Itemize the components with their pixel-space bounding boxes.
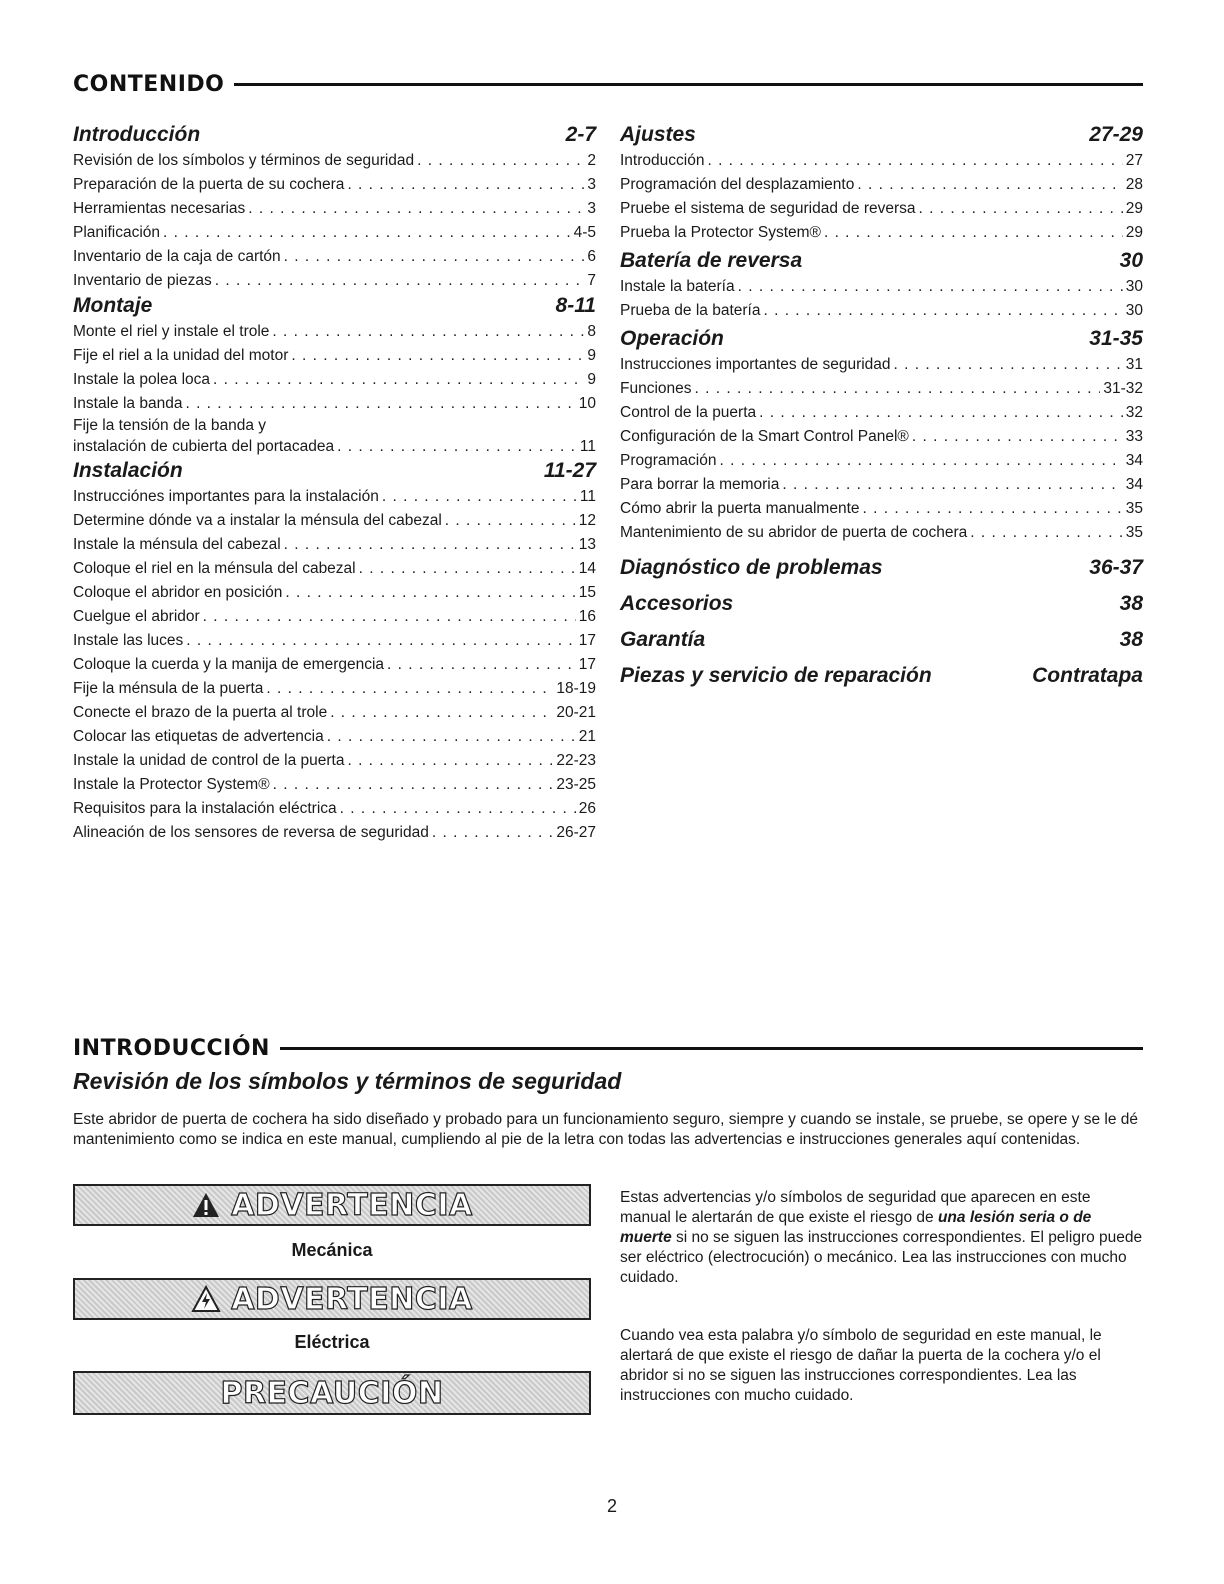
toc-entry-text: Cómo abrir la puerta manualmente: [620, 500, 860, 517]
toc-entry-page: 20-21: [556, 704, 596, 721]
toc-entry-page: 17: [578, 632, 596, 649]
toc-entry-text: Instrucciónes importantes para la instalación: [73, 488, 379, 505]
toc-entry: [620, 377, 1143, 401]
toc-leader-dots: [695, 377, 1101, 401]
toc-entry-text: Instale la batería: [620, 278, 735, 295]
toc-entry-page: 34: [1125, 452, 1143, 469]
toc-leader-dots: [272, 320, 584, 344]
toc-entry-page: 30: [1125, 278, 1143, 295]
toc-entry-text: Fije la ménsula de la puerta: [73, 680, 264, 697]
toc-entry: [73, 245, 596, 269]
toc-leader-dots: [720, 449, 1123, 473]
toc-entry-text: Prueba de la batería: [620, 302, 761, 319]
warning-electrical-box: [73, 1278, 591, 1320]
toc-section-title: Batería de reversa: [620, 249, 803, 272]
toc-leader-dots: [284, 533, 576, 557]
toc-entry: [73, 197, 596, 221]
toc-entry-page: 17: [578, 656, 596, 673]
toc-entry: [620, 473, 1143, 497]
toc-entry-text: Funciones: [620, 380, 692, 397]
toc-entry-page: 15: [578, 584, 596, 601]
toc-entry-page: 3: [587, 176, 596, 193]
toc-leader-dots: [382, 485, 577, 509]
toc-section-title: Accesorios: [620, 592, 734, 615]
toc-section-title: Montaje: [73, 294, 153, 317]
toc-entry: [73, 485, 596, 509]
toc-leader-dots: [417, 149, 584, 173]
toc-entry: [73, 368, 596, 392]
toc-entry-pre: Fije la tensión de la banda y: [73, 417, 267, 434]
toc-section-heading: [73, 458, 596, 484]
toc-entry-text: Monte el riel y instale el trole: [73, 323, 270, 340]
toc-entry-text: Colocar las etiquetas de advertencia: [73, 728, 324, 745]
toc-entry-page: 9: [587, 347, 596, 364]
toc-leader-dots: [707, 149, 1122, 173]
toc-entry-page: 8: [587, 323, 596, 340]
toc-entry-text: Instale la unidad de control de la puerta: [73, 752, 345, 769]
toc-entry: [620, 173, 1143, 197]
toc-entry-page: 16: [578, 608, 596, 625]
toc-entry-page: 9: [587, 371, 596, 388]
toc-section-heading: [620, 555, 1143, 581]
toc-entry-text: Pruebe el sistema de seguridad de reversa: [620, 200, 916, 217]
contents-heading: [73, 72, 1143, 97]
toc-section-pages: 30: [1119, 249, 1143, 272]
toc-left-column: [73, 122, 596, 845]
heading-rule: [234, 83, 1143, 86]
toc-entry: [73, 173, 596, 197]
toc-entry: [620, 197, 1143, 221]
toc-entry-page: 7: [587, 272, 596, 289]
toc-entry-text: Fije el riel a la unidad del motor: [73, 347, 289, 364]
toc-entry: [620, 299, 1143, 323]
toc-entry-page: 35: [1125, 524, 1143, 541]
toc-entry-page: 32: [1125, 404, 1143, 421]
toc-entry-page: 11: [579, 438, 596, 455]
toc-entry-page: 23-25: [556, 776, 596, 793]
toc-section-pages: 11-27: [543, 459, 596, 482]
toc-leader-dots: [919, 197, 1123, 221]
toc-entry-page: 10: [578, 395, 596, 412]
toc-leader-dots: [266, 677, 553, 701]
toc-entry: [73, 821, 596, 845]
warning-electrical-text: ADVERTENCIA: [231, 1281, 473, 1317]
toc-right-column: [620, 122, 1143, 689]
toc-entry: [73, 701, 596, 725]
toc-entry-text: Programación del desplazamiento: [620, 176, 855, 193]
toc-entry: [73, 629, 596, 653]
toc-entry-text: Programación: [620, 452, 717, 469]
toc-entry: [73, 436, 596, 458]
warning-description-text: Estas advertencias y/o símbolos de seguridad que aparecen en este manual le alertarán de que existe el riesgo de: [620, 1189, 1091, 1226]
toc-entry: [620, 353, 1143, 377]
toc-leader-dots: [387, 653, 576, 677]
toc-section-pages: 2-7: [565, 123, 596, 146]
toc-entry: [73, 269, 596, 293]
toc-leader-dots: [203, 605, 576, 629]
toc-entry-text: Para borrar la memoria: [620, 476, 780, 493]
toc-entry: [73, 749, 596, 773]
toc-entry-text: Introducción: [620, 152, 705, 169]
toc-entry: [73, 653, 596, 677]
toc-entry-page: 4-5: [573, 224, 596, 241]
toc-entry: [620, 275, 1143, 299]
toc-entry-page: 3: [587, 200, 596, 217]
toc-entry: [620, 497, 1143, 521]
toc-entry-text: instalación de cubierta del portacadea: [73, 438, 335, 455]
toc-entry: [73, 605, 596, 629]
toc-leader-dots: [824, 221, 1123, 245]
toc-entry-text: Instale las luces: [73, 632, 184, 649]
toc-section-title: Diagnóstico de problemas: [620, 556, 883, 579]
page-number: 2: [606, 1496, 617, 1516]
toc-section-title: Garantía: [620, 628, 706, 651]
toc-leader-dots: [163, 221, 571, 245]
warning-emphasis: una lesión seria o de muerte: [620, 1209, 1092, 1246]
toc-entry-page: 28: [1125, 176, 1143, 193]
warning-mechanical-text: ADVERTENCIA: [231, 1187, 473, 1223]
toc-entry-page: 34: [1125, 476, 1143, 493]
toc-section-title: Instalación: [73, 459, 183, 482]
toc-entry-page: 21: [578, 728, 596, 745]
toc-entry-text: Cuelgue el abridor: [73, 608, 200, 625]
toc-section-title: Piezas y servicio de reparación: [620, 664, 932, 687]
toc-leader-dots: [327, 725, 576, 749]
toc-leader-dots: [248, 197, 584, 221]
toc-section-heading: [620, 326, 1143, 352]
toc-entry-text: Instale la ménsula del cabezal: [73, 536, 281, 553]
toc-entry: [620, 425, 1143, 449]
toc-section-heading: [620, 663, 1143, 689]
toc-entry-page: 6: [587, 248, 596, 265]
toc-section-heading: [620, 627, 1143, 653]
toc-entry-page: 29: [1125, 224, 1143, 241]
toc-entry-text: Conecte el brazo de la puerta al trole: [73, 704, 328, 721]
toc-section-title: Ajustes: [620, 123, 696, 146]
toc-entry-text: Coloque la cuerda y la manija de emergencia: [73, 656, 385, 673]
warning-description: [620, 1188, 1145, 1288]
toc-entry-page: 35: [1125, 500, 1143, 517]
toc-section-heading: [620, 248, 1143, 274]
toc-leader-dots: [291, 344, 584, 368]
toc-section-pages: 31-35: [1089, 327, 1143, 350]
toc-entry-text: Inventario de la caja de cartón: [73, 248, 281, 265]
toc-entry: [73, 581, 596, 605]
toc-entry-page: 26: [578, 800, 596, 817]
toc-entry-page: 27: [1125, 152, 1143, 169]
toc-leader-dots: [970, 521, 1123, 545]
toc-entry: [73, 773, 596, 797]
toc-leader-dots: [432, 821, 553, 845]
heading-rule: [280, 1047, 1143, 1050]
toc-entry-text: Configuración de la Smart Control Panel®: [620, 428, 909, 445]
toc-entry-page: 26-27: [556, 824, 596, 841]
toc-leader-dots: [759, 401, 1123, 425]
toc-leader-dots: [782, 473, 1122, 497]
caution-description: Cuando vea esta palabra y/o símbolo de seguridad en este manual, le alertará de que existe el riesgo de dañar la puerta de la cochera y/o el abridor si no se siguen las instrucciones correspondientes. Lea las instrucciones con mucho cuidado.: [620, 1327, 1102, 1404]
caution-box: [73, 1371, 591, 1415]
intro-heading: [73, 1036, 1143, 1061]
toc-section-pages: 36-37: [1089, 556, 1143, 579]
toc-section-pages: 38: [1119, 592, 1143, 615]
toc-entry: [620, 521, 1143, 545]
toc-entry: [620, 401, 1143, 425]
intro-subheading: Revisión de los símbolos y términos de seguridad: [73, 1068, 622, 1094]
toc-entry: [73, 533, 596, 557]
toc-entry-text: Alineación de los sensores de reversa de seguridad: [73, 824, 429, 841]
toc-leader-dots: [284, 245, 585, 269]
toc-section-heading: [620, 591, 1143, 617]
intro-paragraph: Este abridor de puerta de cochera ha sido diseñado y probado para un funcionamiento seguro, siempre y cuando se instale, se pruebe, se opere y se le dé mantenimiento como se indica en este manual, cumpliendo al pie de la letra con todas las advertencias e instrucciones generales aquí contenidas.: [73, 1111, 1139, 1148]
toc-entry-page: 33: [1125, 428, 1143, 445]
toc-entry-text: Instale la Protector System®: [73, 776, 270, 793]
toc-section-heading: [73, 293, 596, 319]
toc-entry: [73, 557, 596, 581]
toc-section-title: Operación: [620, 327, 724, 350]
toc-entry-text: Prueba la Protector System®: [620, 224, 821, 241]
toc-entry-page: 29: [1125, 200, 1143, 217]
toc-entry: [73, 677, 596, 701]
toc-section-pages: 8-11: [555, 294, 596, 317]
toc-entry-page: 18-19: [556, 680, 596, 697]
toc-leader-dots: [738, 275, 1123, 299]
toc-entry-text: Planificación: [73, 224, 161, 241]
toc-entry-text: Instale la polea loca: [73, 371, 211, 388]
toc-leader-dots: [445, 509, 576, 533]
toc-section-title: Introducción: [73, 123, 201, 146]
toc-entry: [620, 449, 1143, 473]
toc-leader-dots: [912, 425, 1123, 449]
warning-description-text-end: si no se siguen las instrucciones correspondientes. El peligro puede ser eléctrico (electrocución) o mecánico. Lea las instrucciones con mucho cuidado.: [620, 1229, 1143, 1286]
toc-leader-dots: [186, 629, 575, 653]
toc-entry-text: Revisión de los símbolos y términos de seguridad: [73, 152, 415, 169]
toc-entry-text: Mantenimiento de su abridor de puerta de cochera: [620, 524, 968, 541]
warning-mechanical-label: Mecánica: [291, 1240, 373, 1260]
toc-entry-page: 13: [578, 536, 596, 553]
toc-entry-text: Coloque el abridor en posición: [73, 584, 283, 601]
toc-entry-text: Herramientas necesarias: [73, 200, 246, 217]
toc-leader-dots: [185, 392, 575, 416]
toc-entry-page: 12: [578, 512, 596, 529]
toc-section-pages: 27-29: [1089, 123, 1143, 146]
toc-leader-dots: [863, 497, 1123, 521]
toc-entry-page: 31-32: [1103, 380, 1143, 397]
toc-entry: [73, 320, 596, 344]
toc-leader-dots: [359, 557, 576, 581]
toc-leader-dots: [330, 701, 553, 725]
toc-leader-dots: [213, 368, 584, 392]
toc-entry: [620, 149, 1143, 173]
toc-entry-text: Inventario de piezas: [73, 272, 212, 289]
toc-leader-dots: [340, 797, 576, 821]
toc-entry-text: Control de la puerta: [620, 404, 757, 421]
toc-leader-dots: [894, 353, 1123, 377]
toc-entry: [620, 221, 1143, 245]
toc-leader-dots: [285, 581, 575, 605]
toc-entry: [73, 149, 596, 173]
toc-leader-dots: [273, 773, 554, 797]
toc-section-heading: [73, 122, 596, 148]
toc-entry-text: Coloque el riel en la ménsula del cabezal: [73, 560, 356, 577]
toc-entry-page: 31: [1125, 356, 1143, 373]
toc-entry-text: Instrucciones importantes de seguridad: [620, 356, 891, 373]
warning-electrical-label: Eléctrica: [294, 1332, 370, 1352]
warning-triangle-icon: [191, 1191, 221, 1219]
toc-leader-dots: [857, 173, 1122, 197]
toc-entry-page: 22-23: [556, 752, 596, 769]
warning-mechanical-box: [73, 1184, 591, 1226]
contents-title: CONTENIDO: [73, 72, 225, 97]
toc-entry: [73, 344, 596, 368]
toc-entry-text: Preparación de la puerta de su cochera: [73, 176, 345, 193]
toc-leader-dots: [763, 299, 1122, 323]
toc-leader-dots: [215, 269, 585, 293]
toc-entry-text: Requisitos para la instalación eléctrica: [73, 800, 337, 817]
toc-entry-text: Instale la banda: [73, 395, 183, 412]
toc-entry: [73, 392, 596, 416]
toc-entry-page: 2: [587, 152, 596, 169]
caution-text: PRECAUCIÓN: [220, 1375, 444, 1411]
toc-entry-page: 30: [1125, 302, 1143, 319]
intro-title: INTRODUCCIÓN: [73, 1036, 270, 1061]
electrical-hazard-icon: [191, 1285, 221, 1313]
toc-entry-text: Determine dónde va a instalar la ménsula del cabezal: [73, 512, 442, 529]
toc-leader-dots: [347, 749, 553, 773]
toc-entry: [73, 509, 596, 533]
toc-section-pages: Contratapa: [1032, 664, 1143, 687]
toc-entry: [73, 725, 596, 749]
toc-leader-dots: [347, 173, 584, 197]
toc-section-pages: 38: [1119, 628, 1143, 651]
toc-entry-page: 11: [579, 488, 596, 505]
toc-leader-dots: [337, 436, 577, 458]
toc-entry: [73, 797, 596, 821]
toc-entry: [73, 221, 596, 245]
toc-section-heading: [620, 122, 1143, 148]
toc-entry-page: 14: [578, 560, 596, 577]
